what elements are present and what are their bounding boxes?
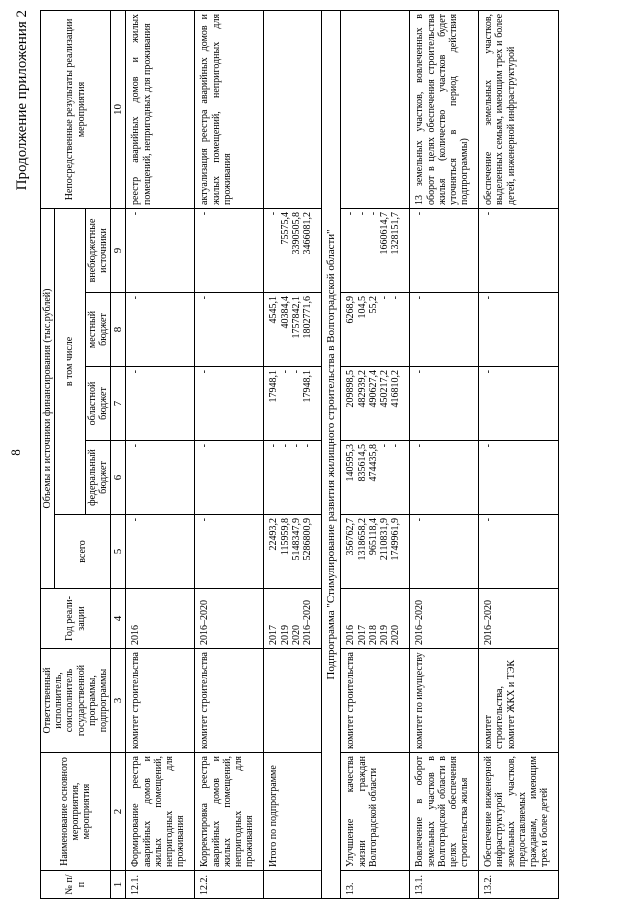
row-regional-value: -	[290, 370, 302, 374]
row-result: 13 земельных участков, вовлеченных в оборот в целях обеспечения строительства жилья (количество участков будет уточняться в период действия подпрограммы)	[410, 10, 479, 208]
row-regional-value: -	[130, 370, 142, 374]
row-regional-value: 416810,2	[390, 370, 402, 408]
col-number: 7	[111, 367, 126, 441]
row-federal-value: -	[378, 444, 390, 448]
col-number: 9	[111, 208, 126, 292]
row-regional-value: -	[279, 370, 291, 374]
row-local	[410, 293, 479, 367]
table-row	[479, 10, 559, 898]
row-total-value: 2110831,9	[378, 518, 390, 561]
row-total	[195, 515, 264, 589]
row-years-value: 2016–2020	[199, 600, 211, 645]
row-local	[341, 293, 410, 367]
row-local	[479, 293, 559, 367]
row-offbudget-value: 3390505,8	[290, 211, 302, 255]
col-number: 6	[111, 441, 126, 515]
row-years	[126, 589, 195, 649]
row-years-value: 2017	[268, 625, 280, 645]
header-local: местный бюджет	[85, 293, 110, 367]
row-local-value: -	[199, 296, 211, 300]
row-offbudget	[126, 208, 195, 292]
row-total-value: 356762,7	[345, 518, 357, 556]
row-total-value: -	[199, 518, 211, 522]
row-local	[195, 293, 264, 367]
row-regional-value: -	[483, 370, 495, 374]
row-offbudget	[479, 208, 559, 292]
col-number: 2	[111, 753, 126, 871]
row-offbudget-value: -	[483, 211, 495, 216]
row-federal-value: -	[390, 444, 402, 448]
row-offbudget-value: -	[414, 211, 426, 216]
row-local-value: 1802771,6	[301, 296, 313, 339]
row-name: Итого по подпрограмме	[264, 753, 322, 871]
row-years	[479, 589, 559, 649]
row-years-value: 2016–2020	[301, 600, 313, 645]
row-federal-value: 474435,8	[367, 444, 379, 482]
row-name: Вовлечение в оборот земельных участков в Волгоградской области в целях обеспечения строительства жилья	[410, 753, 479, 871]
row-local-value: 104,5	[356, 296, 368, 319]
row-federal	[341, 441, 410, 515]
row-local-value: -	[390, 296, 402, 300]
table-row	[264, 10, 322, 898]
row-regional-value: 17948,1	[301, 370, 313, 403]
row-federal-value: -	[130, 444, 142, 448]
row-total-value: 965118,4	[367, 518, 379, 556]
row-offbudget	[341, 208, 410, 292]
row-total-value: 5286800,9	[301, 518, 313, 561]
header-in-that: в том числе	[55, 208, 86, 514]
row-years-value: 2016	[345, 625, 357, 645]
row-total	[479, 515, 559, 589]
row-years-value: 2020	[390, 625, 402, 645]
row-total-value: 5148347,9	[290, 518, 302, 561]
header-num: № п/п	[41, 871, 111, 899]
header-exec: Ответственный исполнитель, соисполнитель государственной программы, подпрограммы	[41, 649, 111, 753]
row-offbudget-value: -	[199, 211, 211, 216]
row-regional-value: -	[414, 370, 426, 374]
row-local-value: 1757842,1	[290, 296, 302, 339]
row-federal	[410, 441, 479, 515]
header-row-1	[41, 10, 55, 898]
row-total	[410, 515, 479, 589]
row-years-value: 2017	[356, 625, 368, 645]
row-regional-value: 490627,4	[367, 370, 379, 408]
row-regional-value: 482939,2	[356, 370, 368, 408]
header-total: всего	[55, 515, 111, 589]
row-total	[126, 515, 195, 589]
row-regional-value: 209898,5	[345, 370, 357, 408]
row-local	[264, 293, 322, 367]
row-total-value: -	[483, 518, 495, 522]
row-result	[264, 10, 322, 208]
row-regional-value: 17948,1	[268, 370, 280, 403]
row-years	[195, 589, 264, 649]
row-offbudget-value: 75575,4	[279, 211, 291, 245]
row-federal-value: -	[199, 444, 211, 448]
header-federal: федеральный бюджет	[85, 441, 110, 515]
row-federal-value: 140595,3	[345, 444, 357, 482]
row-regional-value: 450217,2	[378, 370, 390, 408]
row-exec	[264, 649, 322, 753]
row-name: Обеспечение инженерной инфраструктурой земельных участков, предоставляемых гражданам, имеющим трех и более детей	[479, 753, 559, 871]
table-body-section-2	[341, 10, 559, 898]
continuation-label: Продолжение приложения 2	[14, 10, 30, 191]
header-results: Непосредственные результаты реализации мероприятия	[41, 10, 111, 208]
row-regional	[264, 367, 322, 441]
page-number: 8	[8, 449, 23, 456]
col-number: 4	[111, 589, 126, 649]
subprogram-row	[322, 10, 341, 898]
row-federal	[126, 441, 195, 515]
row-name: Улучшение качества жизни граждан Волгоградской области	[341, 753, 410, 871]
row-federal-value: -	[414, 444, 426, 448]
row-exec: комитет по имуществу	[410, 649, 479, 753]
row-years-value: 2016–2020	[414, 600, 426, 645]
row-total	[341, 515, 410, 589]
program-table	[40, 10, 559, 899]
row-num: 13.	[341, 871, 410, 899]
row-name: Корректировка реестра аварийных домов и жилых помещений, непригодных для проживания	[195, 753, 264, 871]
row-offbudget-value: 1660614,7	[378, 211, 390, 255]
col-number: 3	[111, 649, 126, 753]
row-num: 12.2.	[195, 871, 264, 899]
row-exec: комитет строительства	[195, 649, 264, 753]
row-years-value: 2019	[378, 625, 390, 645]
row-offbudget-value: -	[130, 211, 142, 216]
row-local-value: 40384,4	[279, 296, 291, 329]
row-federal-value: -	[268, 444, 280, 448]
row-name: Формирование реестра аварийных домов и жилых помещений, непригодных для проживания	[126, 753, 195, 871]
row-federal-value: -	[483, 444, 495, 448]
header-offbudget: внебюджетные источники	[85, 208, 110, 292]
header-name: Наименование основного мероприятия, мероприятия	[41, 753, 111, 871]
col-number: 8	[111, 293, 126, 367]
row-result: актуализация реестра аварийных домов и жилых помещений, непригодных для проживания	[195, 10, 264, 208]
row-federal	[195, 441, 264, 515]
row-local-value: -	[130, 296, 142, 300]
row-years-value: 2018	[367, 625, 379, 645]
column-number-row	[111, 10, 126, 898]
row-exec: комитет строительства	[341, 649, 410, 753]
row-regional	[126, 367, 195, 441]
row-years-value: 2016	[130, 625, 142, 645]
col-number: 10	[111, 10, 126, 208]
table-body-section-1	[126, 10, 322, 898]
row-federal-value: -	[290, 444, 302, 448]
row-result: реестр аварийных домов и жилых помещений, непригодных для проживания	[126, 10, 195, 208]
row-total-value: 22493,2	[268, 518, 280, 551]
row-result: обеспечение земельных участков, выделенных семьям, имеющим трех и более детей, инженерной инфраструктурой	[479, 10, 559, 208]
row-num: 12.1.	[126, 871, 195, 899]
row-years-value: 2020	[290, 625, 302, 645]
table-row	[341, 10, 410, 898]
row-total	[264, 515, 322, 589]
row-offbudget-value: -	[268, 211, 280, 216]
row-total-value: -	[130, 518, 142, 522]
row-years-value: 2019	[279, 625, 291, 645]
row-federal-value: -	[279, 444, 291, 448]
row-years	[264, 589, 322, 649]
row-years	[410, 589, 479, 649]
row-num: 13.1.	[410, 871, 479, 899]
row-federal	[264, 441, 322, 515]
table-row	[126, 10, 195, 898]
row-local-value: 4545,1	[268, 296, 280, 324]
row-exec: комитет строительства	[126, 649, 195, 753]
table-row	[195, 10, 264, 898]
row-regional-value: -	[199, 370, 211, 374]
row-offbudget-value: -	[356, 211, 368, 216]
row-regional	[341, 367, 410, 441]
row-federal-value: -	[301, 444, 313, 448]
row-total-value: 1749961,9	[390, 518, 402, 561]
row-offbudget-value: -	[367, 211, 379, 216]
header-volume: Объемы и источники финансирования (тыс.рублей)	[41, 208, 55, 588]
row-federal	[479, 441, 559, 515]
row-regional	[479, 367, 559, 441]
row-result	[341, 10, 410, 208]
row-offbudget	[264, 208, 322, 292]
row-num	[264, 871, 322, 899]
header-regional: областной бюджет	[85, 367, 110, 441]
row-local-value: -	[483, 296, 495, 300]
row-local-value: -	[414, 296, 426, 300]
header-year: Год реали-зации	[41, 589, 111, 649]
row-local-value: -	[378, 296, 390, 300]
row-total-value: 1318658,2	[356, 518, 368, 561]
row-total-value: 115959,8	[279, 518, 291, 556]
row-regional	[410, 367, 479, 441]
row-offbudget-value: -	[345, 211, 357, 216]
col-number: 5	[111, 515, 126, 589]
row-offbudget-value: 3466081,2	[301, 211, 313, 255]
row-num: 13.2.	[479, 871, 559, 899]
row-exec: комитет строительства, комитет ЖКХ и ТЭК	[479, 649, 559, 753]
row-offbudget-value: 1328151,7	[390, 211, 402, 255]
table-row	[410, 10, 479, 898]
row-offbudget	[410, 208, 479, 292]
row-local-value: 55,2	[367, 296, 379, 314]
subprogram-title: Подпрограмма "Стимулирование развития жилищного строительства в Волгоградской области"	[322, 10, 341, 898]
subprogram-section	[322, 10, 341, 898]
row-local	[126, 293, 195, 367]
row-regional	[195, 367, 264, 441]
row-years-value: 2016–2020	[483, 600, 495, 645]
row-total-value: -	[414, 518, 426, 522]
row-local-value: 6268,9	[345, 296, 357, 324]
row-offbudget	[195, 208, 264, 292]
col-number: 1	[111, 871, 126, 899]
row-years	[341, 589, 410, 649]
row-federal-value: 835614,5	[356, 444, 368, 482]
